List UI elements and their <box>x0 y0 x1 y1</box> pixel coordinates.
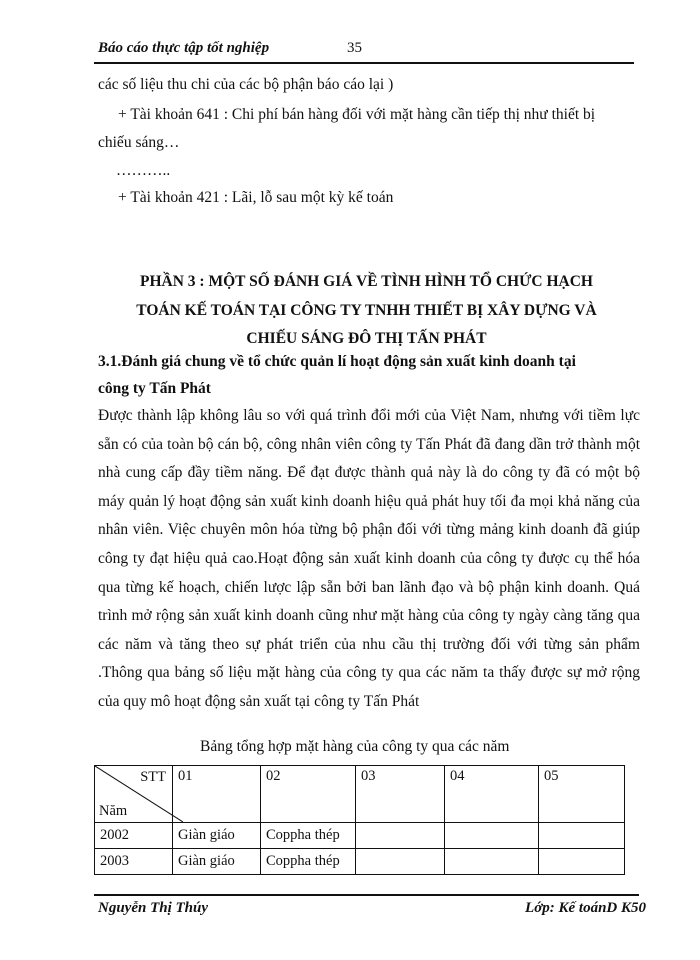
table-cell: Giàn giáo <box>173 849 261 875</box>
table-caption: Bảng tổng hợp mặt hàng của công ty qua các năm <box>200 738 510 755</box>
corner-label-year: Năm <box>99 803 128 819</box>
table-header-row <box>95 766 625 823</box>
table-cell <box>539 823 625 849</box>
footer-author: Nguyễn Thị Thúy <box>98 900 209 916</box>
year-cell: 2002 <box>95 823 173 849</box>
year-cell: 2003 <box>95 849 173 875</box>
table-cell <box>445 823 539 849</box>
section-paragraph: Được thành lập không lâu so với quá trình đổi mới của Việt Nam, nhưng với tiềm lực sẵn có của toàn bộ cán bộ, công nhân viên công ty Tấn Phát đã đang dần trở thành một nhà cung cấp đầy tiềm năng. Để đạt được thành quả này là do công ty đã có một bộ máy quản lý hoạt động sản xuất kinh doanh hiệu quả phát huy tối đa mọi khả năng của nhân viên. Việc chuyên môn hóa từng bộ phận đối với từng mảng kinh doanh đã giúp công ty đạt hiệu quả cao.Hoạt động sản xuất kinh doanh của công ty được cụ thể hóa qua từng kế hoạch, chiến lược lập sẵn bởi ban lãnh đạo và bộ phận kinh doanh. Quá trình mở rộng sản xuất kinh doanh cũng như mặt hàng của công ty ngày càng tăng qua các năm và tăng theo sự phát triển của nhu cầu thị trường đối với từng sản phẩm .Thông qua bảng số liệu mặt hàng của công ty qua các năm ta thấy được sự mở rộng của quy mô hoạt động sản xuất tại công ty Tấn Phát <box>98 407 640 710</box>
column-header: 02 <box>261 766 356 823</box>
header-divider <box>94 62 634 64</box>
intro-line-3: chiếu sáng… <box>98 134 180 151</box>
column-header: 01 <box>173 766 261 823</box>
table-cell <box>356 849 445 875</box>
section-heading-line-1: 3.1.Đánh giá chung về tổ chức quản lí hoạt động sản xuất kinh doanh tại <box>98 353 576 370</box>
column-header: 04 <box>445 766 539 823</box>
part-title <box>94 268 639 354</box>
part-title-line-1: PHẦN 3 : MỘT SỐ ĐÁNH GIÁ VỀ TÌNH HÌNH TỔ CHỨC HẠCH <box>140 273 593 290</box>
table-cell <box>539 849 625 875</box>
section-heading-line-2: công ty Tấn Phát <box>98 380 211 397</box>
account-641-line: + Tài khoản 641 : Chi phí bán hàng đối với mặt hàng cần tiếp thị như thiết bị <box>118 106 596 123</box>
part-title-line-3: CHIẾU SÁNG ĐÔ THỊ TẤN PHÁT <box>246 330 487 347</box>
table-row <box>95 849 625 875</box>
footer-divider <box>94 894 639 896</box>
table-cell: Coppha thép <box>261 849 356 875</box>
header-title: Báo cáo thực tập tốt nghiệp <box>98 40 270 56</box>
table-row <box>95 823 625 849</box>
table-cell <box>445 849 539 875</box>
column-header: 05 <box>539 766 625 823</box>
page-number: 35 <box>347 40 362 56</box>
corner-label-stt: STT <box>140 769 166 785</box>
intro-line-1: các số liệu thu chi của các bộ phận báo cáo lại ) <box>98 76 394 93</box>
table-corner-cell <box>95 766 173 823</box>
account-421-line: + Tài khoản 421 : Lãi, lỗ sau một kỳ kế toán <box>118 189 394 206</box>
products-table <box>94 765 625 875</box>
column-header: 03 <box>356 766 445 823</box>
section-heading <box>98 348 643 402</box>
table-cell <box>356 823 445 849</box>
part-title-line-2: TOÁN KẾ TOÁN TẠI CÔNG TY TNHH THIẾT BỊ XÂY DỰNG VÀ <box>136 301 597 319</box>
ellipsis-line: ……….. <box>116 162 171 179</box>
table-cell: Coppha thép <box>261 823 356 849</box>
footer-class: Lớp: Kế toánD K50 <box>525 900 646 916</box>
table-cell: Giàn giáo <box>173 823 261 849</box>
